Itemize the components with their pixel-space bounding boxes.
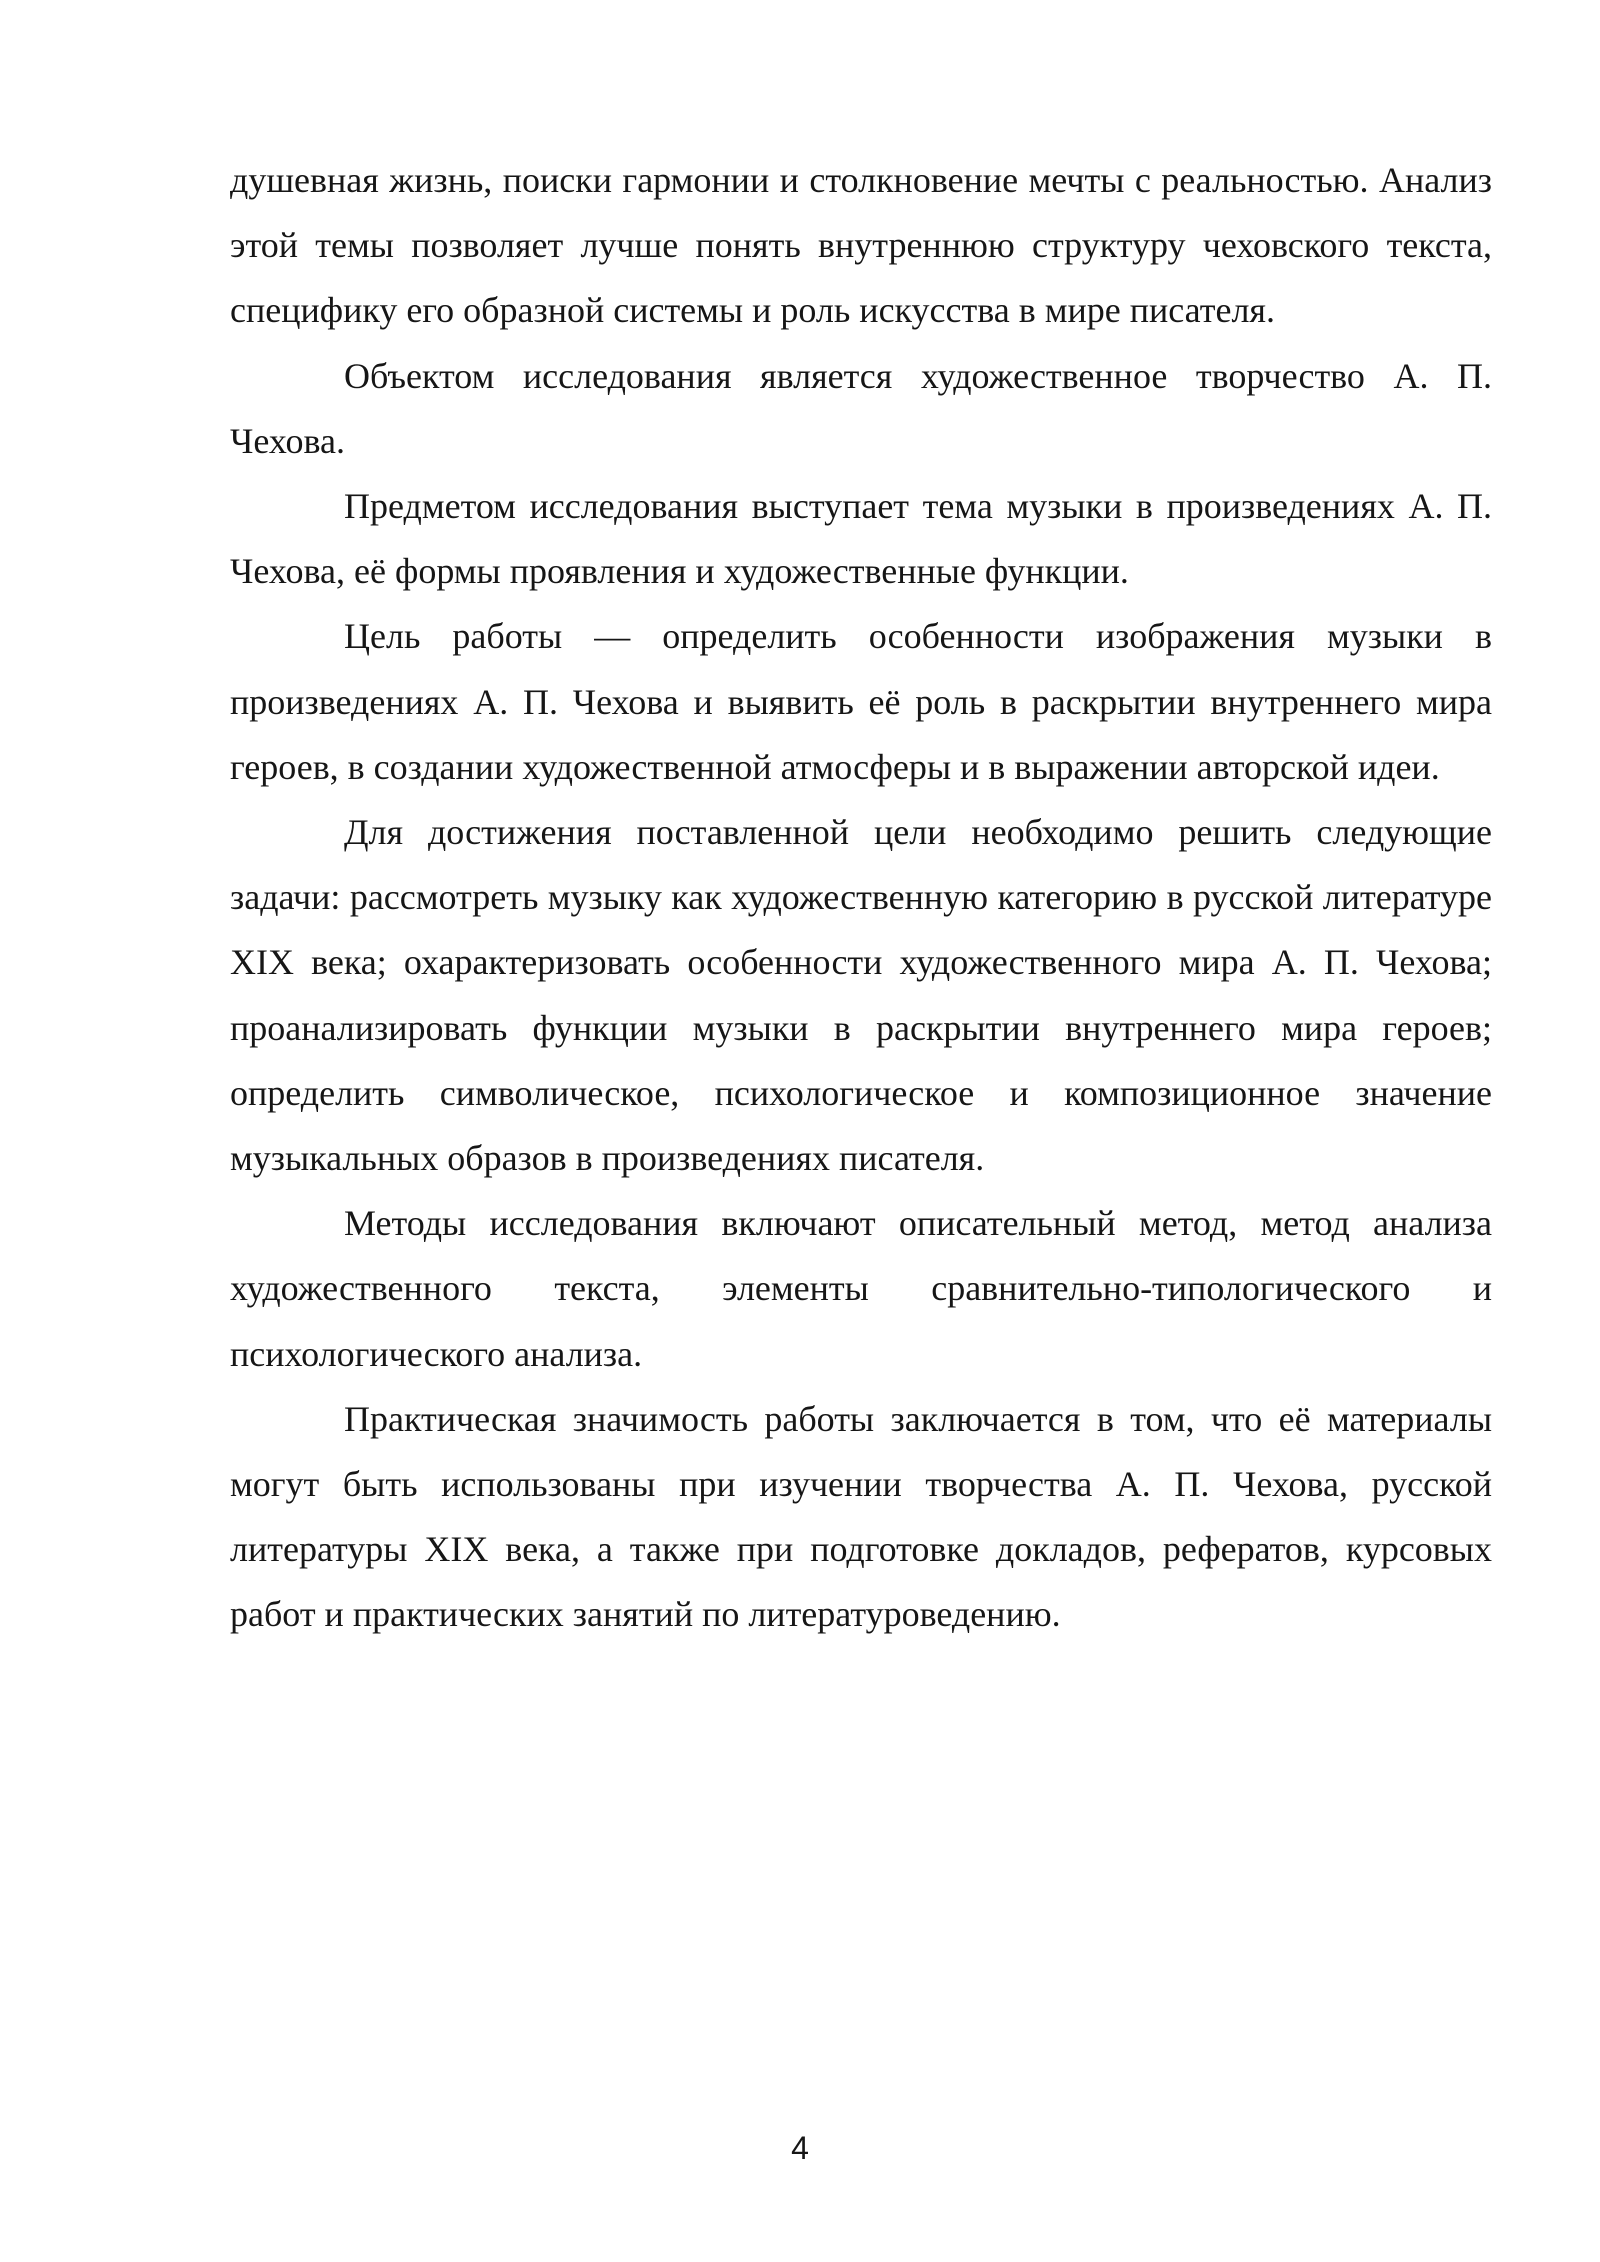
- paragraph-subject: Предметом исследования выступает тема музыки в произведениях А. П. Чехова, её формы проявления и художественные функции.: [230, 486, 1492, 592]
- page-number: 4: [791, 2130, 809, 2166]
- paragraph-continuation: душевная жизнь, поиски гармонии и столкновение мечты с реальностью. Анализ этой темы позволяет лучше понять внутреннюю структуру чеховского текста, специфику его образной системы и роль искусства в мире писателя.: [230, 160, 1492, 331]
- paragraph-tasks: Для достижения поставленной цели необходимо решить следующие задачи: рассмотреть музыку как художественную категорию в русской литературе XIX века; охарактеризовать особенности художественного мира А. П. Чехова; проанализировать функции музыки в раскрытии внутреннего мира героев; определить символическое, психологическое и композиционное значение музыкальных образов в произведениях писателя.: [230, 812, 1492, 1179]
- paragraph-goal: Цель работы — определить особенности изображения музыки в произведениях А. П. Чехова и выявить её роль в раскрытии внутреннего мира героев, в создании художественной атмосферы и в выражении авторской идеи.: [230, 616, 1492, 787]
- paragraph-object: Объектом исследования является художественное творчество А. П. Чехова.: [230, 355, 1492, 461]
- paragraph-methods: Методы исследования включают описательный метод, метод анализа художественного текста, элементы сравнительно-типологического и психологического анализа.: [230, 1203, 1492, 1374]
- document-body: [230, 148, 1492, 1648]
- paragraph-significance: Практическая значимость работы заключается в том, что её материалы могут быть использованы при изучении творчества А. П. Чехова, русской литературы XIX века, а также при подготовке докладов, рефератов, курсовых работ и практических занятий по литературоведению.: [230, 1398, 1492, 1635]
